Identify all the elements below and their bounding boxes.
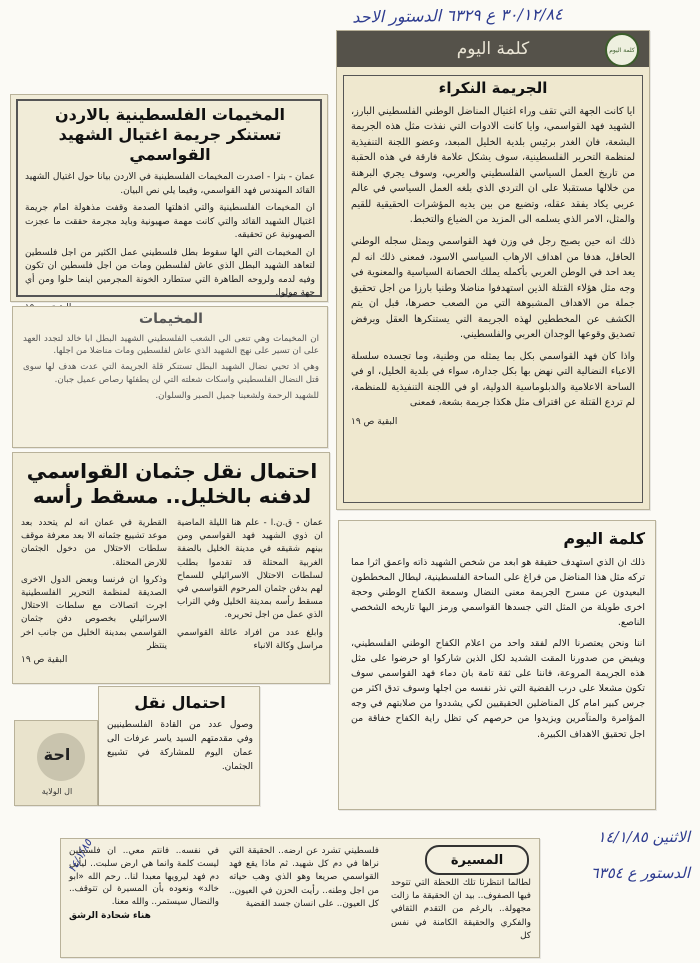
camps-paragraph: عمان - بترا - اصدرت المخيمات الفلسطينية في الاردن بيانا حول اغتيال الشهيد القائد المهندس فهد القواسمي، وفيما يلي نص البيان.: [25, 172, 315, 196]
editorial-paragraph: ايا كانت الجهة التي تقف وراء اغتيال المناضل الوطني الفلسطيني البارز، الشهيد فهد القواسمي، وايا كانت الادوات التي نفذت مثل هذه الجريمة البشعة، فان الغدر برئيس بلدية الخليل المبعد، وعضو اللجنة التنفيذية لمنظمة التحرير الفلسطينية، سوف يشكل علامة فارقة في هذه الحقبة من تاريخ العمل السياسي الفلسطيني والعربي، وسوف يجري البرهنة من خلالها مستقبلا على ان التردي الذي بلغه العمل السياسي في عالم عربي يكاد يفقد عقله، وتضيع من بين يديه المؤشرات الحقيقية للقيم والمثل، الامر الذي يسلمه الى المزيد من الضياع والتخبط.: [351, 105, 635, 226]
cartoon-clip: [14, 720, 98, 806]
transfer-continued: البقية ص ١٩: [21, 654, 68, 665]
editorial-clip: [336, 30, 650, 510]
camps-paragraph: ان المخيمات التي الها سقوط بطل فلسطيني عمل الكثير من اجل فلسطين لتعاهد الشهيد البطل الذي عاش لفلسطين ومات من اجل فلسطين ان تكون وفيه لدمه ولروحه الطاهرة التي ستطارد الخونة المجرمين اينما حلوا ومن أي جهة مولوا.: [25, 247, 315, 298]
masira-author: هناء شحادة الرشق: [69, 910, 151, 921]
camps-note-paragraph: ان المخيمات وهي تنعى الى الشعب الفلسطيني الشهيد البطل ابا خالد لتجدد العهد على ان تسير على نهج الشهيد الذي عاش لفلسطين ومات مناضلا من اجلها.: [23, 333, 319, 357]
cartoon-label: احة: [43, 745, 71, 764]
transfer-paragraph: وابلغ عدد من افراد عائلة القواسمي مراسل وكالة الانباء: [177, 627, 323, 651]
masira-title-box: [425, 845, 529, 875]
transfer-paragraph: وذكروا ان فرنسا وبعض الدول الاخرى الصديقة لمنظمة التحرير الفلسطينية اجرت اتصالات مع سلطات الاحتلال الاسرائيلي بخصوص دفن جثمان القواسمي بمدينة الخليل من جانب اخر ينتظر: [21, 574, 167, 651]
editorial-banner-title: كلمة اليوم: [456, 39, 530, 59]
masira-title: المسيرة: [450, 853, 504, 868]
editorial-2-title: كلمة اليوم: [563, 529, 645, 548]
editorial-2-paragraph: اننا ونحن يعتصرنا الالم لفقد واحد من اعلام الكفاح الوطني الفلسطيني، ويفيض من صدورنا المقت الشديد لكل الذين شاركوا او حرضوا على مثل هذه الجريمة المروعة، فاننا على ثقة تامة بان دماء فهد القواسمي سوف تكون مشعلا على درب القضية التي نذر نفسه من اجلها وسوف تدق اكثر من جرس كبير امام كل المناضلين الحقيقيين لكي يشددوا من صلابتهم في وجه المؤامرة والمتآمرين ويزيدوا من حرصهم كي تظل راية الكفاح خفاقة من اجل تحقيق الاهداف الكبيرة.: [351, 638, 645, 740]
camps-note-paragraph: وهي اذ تحيي نضال الشهيد البطل تستنكر قلة الجريمة التي عدت هدف لها سوى قتل النضال الفلسطيني واسكات شعلته التي لن يطفئها رصاص عميل جبان.: [23, 362, 319, 386]
masira-paragraph: فلسطيني تشرد عن ارضه.. الحقيقة التي نراها في دم كل شهيد. ثم ماذا يقع فهد القواسمي صريعا وهو الذي وهب حياته من اجل وطنه.. رأيت الحزن في العيون.. كل العيون.. على انسان جسد القضية: [229, 846, 379, 909]
editorial-2-body: [351, 529, 645, 748]
camps-paragraph: ان المخيمات الفلسطينية والتي اذهلتها الصدمة وقفت مذهولة امام جريمة اغتيال الشهيد القائد والتي كانت مهمة صهيونية وبايد مجرمة حققت ما عجزت الصهيونية عن تحقيقه.: [25, 203, 315, 240]
camps-note-paragraph: للشهيد الرحمة ولشعبنا جميل الصبر والسلوان.: [155, 391, 319, 402]
transfer-clip: [12, 452, 330, 684]
handwritten-bottom-note-1: الاثنين ١٤/١/٨٥: [597, 828, 690, 846]
handwritten-bottom-note-2: الدستور ع ٦٣٥٤: [590, 864, 690, 882]
transfer-body: [21, 459, 323, 665]
camps-note-clip: [12, 306, 328, 448]
camps-headline: المخيمات الفلسطينية بالاردن تستنكر جريمة اغتيال الشهيد القواسمي: [55, 105, 285, 164]
editorial-paragraph: ذلك انه حين يصبح رجل في وزن فهد القواسمي ويمثل سجله الوطني الحافل، هدفا من اهداف الارهاب السياسي الاسود، فمعنى ذلك انه لم يعد احد في الوطن العربي بأكمله يملك الحصانة السياسية والمعنوية في وجه مثل هؤلاء القتلة الذين استهدفوا مناضلا وطنيا بارزا من اجل تحقيق جملة من الاهداف المشبوهة التي من الصعب حصرها، قبل ان يتم الكشف عن المخططين لهذه الجريمة التي يستنكرها العقل ويرفض تصديق وقوعها الوجدان العربي والفلسطيني.: [351, 236, 635, 341]
masira-column-1: [391, 877, 531, 949]
transfer-paragraph: عمان - ق.ن.ا - علم هنا الليلة الماضية ان ذوي الشهيد فهد القواسمي ومن بينهم شقيقه في مدينة الخليل بالضفة الغربية المحتلة قد تقدموا بطلب لسلطات الاحتلال الاسرائيلي للسماح لهم بدفن جثمان المرحوم القواسمي في مسقط رأسه بمدينة الخليل وفي التراب الذي عمل من اجل تحريره.: [177, 518, 323, 621]
masira-clip: [60, 838, 540, 958]
editorial-body: [351, 79, 635, 427]
editorial-title: الجريمة النكراء: [438, 79, 548, 97]
camps-clip: [10, 94, 328, 302]
cartoon-caption: ال الولاية: [41, 787, 73, 796]
editorial-paragraph: واذا كان فهد القواسمي بكل بما يمثله من وطنية، وما تجسده سلسلة الاعباء النضالية التي نهض بها بكل جدارة، سواء في بلدية الخليل، او في الساحة الاعلامية والدبلوماسية الدولية، او في اللجنة التنفيذية للمنظمة، لم تردع القتلة عن اقتراف مثل هكذا جريمة بشعة، فمعنى: [351, 350, 635, 409]
editorial-2-clip: [338, 520, 656, 810]
masira-column-3: [69, 845, 219, 921]
editorial-banner: [337, 31, 649, 67]
transfer-column-left: [21, 517, 167, 665]
small-transfer-headline: احتمال نقل: [134, 693, 226, 712]
newspaper-seal: كلمة اليوم: [605, 33, 639, 67]
masira-paragraph: لطالما انتظرنا تلك اللحظة التي تتوحد فيها الصفوف.. بيد ان الحقيقة ما زالت مجهولة.. بالرغم من التقدم الثقافي والفكري والحقيقة الكامنة في نفس كل: [391, 878, 531, 941]
editorial-continued: البقية ص ١٩: [351, 416, 398, 427]
transfer-headline-1: احتمال نقل جثمان القواسمي: [26, 459, 318, 483]
editorial-2-paragraph: ذلك ان الذي استهدف حقيقة هو ابعد من شخص الشهيد ذاته واعمق اثرا مما تركه مثل هذا المناضل من فراغ على الساحة الفلسطينية، ليطال المخططون البعيدون عن مسرح الجريمة معنى النضال وسمعة الكفاح الوطني وحجة اخرى طويلة من المثل التي جسدها القواسمي ورمز اليها تاريخه الشخصي الناصع.: [351, 557, 645, 629]
small-transfer-text: وصول عدد من القادة الفلسطينيين وفي مقدمتهم السيد ياسر عرفات الى عمان اليوم للمشاركة في تشييع الجثمان.: [107, 720, 253, 772]
handwritten-date-note: ٣٠/١٢/٨٤ ع ٦٣٢٩ الدستور الاحد: [352, 4, 563, 27]
small-transfer-body: [107, 693, 253, 781]
masira-handwritten-date: ١٤/١/٨٥: [65, 836, 95, 876]
camps-body: [25, 105, 315, 313]
small-transfer-clip: [98, 686, 260, 806]
transfer-paragraph: القطرية في عمان انه لم يتحدد بعد موعد تشييع جثمانه الا بعد معرفة موقف سلطات الاحتلال من دخول الجثمان للارض المحتلة.: [21, 518, 167, 568]
masira-paragraph: في نفسه.. فانتم معي.. ان فلسطين ليست كلمة وانما هي ارض سلبت.. ليأتي دم فهد ليرويها معبدا لنا.. رحم الله «ابو خالد» ونعوده بأن المسيرة لن تتوقف.. والنضال سيستمر.. والله معنا.: [69, 846, 219, 907]
transfer-column-right: [177, 517, 323, 665]
transfer-columns: [21, 517, 323, 665]
camps-note-title: المخيمات: [139, 311, 203, 327]
masira-column-2: [229, 845, 379, 917]
transfer-headline-2: لدفنه بالخليل.. مسقط رأسه: [32, 484, 312, 508]
camps-note-body: [23, 311, 319, 403]
